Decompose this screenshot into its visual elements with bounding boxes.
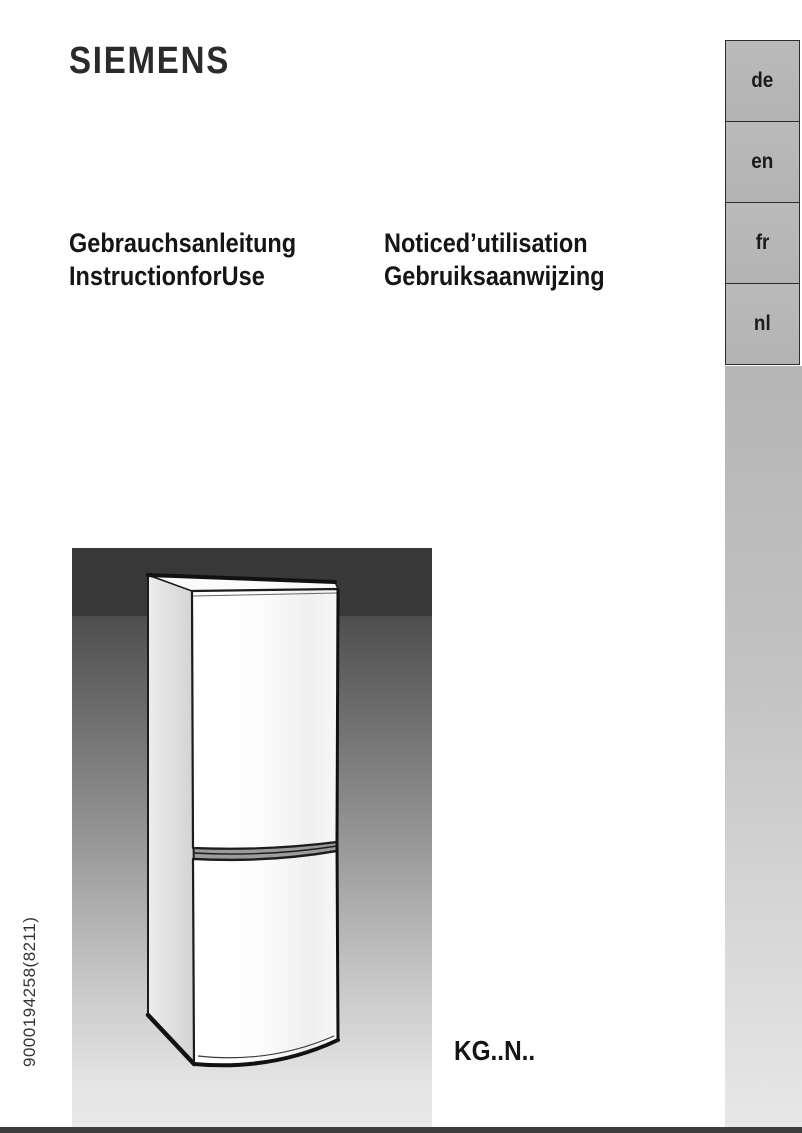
gray-side-column (725, 366, 802, 1127)
fridge-illustration-svg (72, 548, 432, 1128)
language-tab-fr (725, 202, 800, 284)
language-tab-de-label: de (751, 69, 774, 92)
model-label (454, 1035, 547, 1067)
title-column-right (384, 227, 638, 293)
siemens-logo-text: SIEMENS (69, 40, 230, 82)
language-tab-de (725, 40, 800, 122)
siemens-logo (69, 40, 254, 83)
model-label-text: KG..N.. (454, 1035, 536, 1066)
language-tab-nl (725, 283, 800, 365)
document-code: 9000194258(8211) (20, 916, 39, 1068)
title-en: InstructionforUse (69, 261, 265, 291)
bottom-divider-bar (0, 1127, 802, 1133)
language-tab-strip (725, 40, 800, 365)
language-tab-en (725, 121, 800, 203)
language-tab-en-label: en (751, 150, 774, 173)
fridge-freezer-illustration (72, 548, 432, 1128)
title-de: Gebrauchsanleitung (69, 228, 297, 258)
language-tab-nl-label: nl (754, 312, 771, 335)
title-nl: Gebruiksaanwijzing (384, 261, 605, 291)
language-tab-fr-label: fr (755, 231, 770, 254)
title-fr: Noticed’utilisation (384, 228, 588, 258)
title-column-left (69, 227, 330, 293)
